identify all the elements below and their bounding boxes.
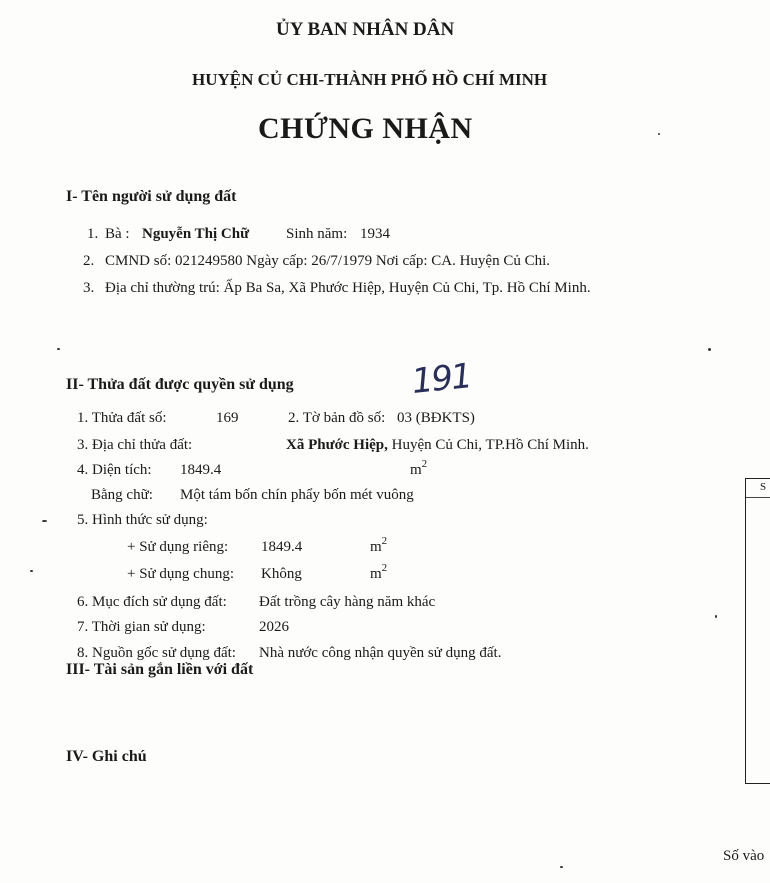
origin-value: Nhà nước công nhận quyền sử dụng đất. [259,645,502,661]
area-label: 4. Diện tích: [77,462,152,478]
words-label: Bằng chữ: [91,487,153,503]
address-label: 3. Địa chỉ thửa đất: [77,437,193,453]
parcel-label: 1. Thửa đất số: [77,410,167,426]
item1-label: Bà : [105,226,130,242]
map-value: 03 (BĐKTS) [397,410,475,426]
term-value: 2026 [259,619,289,635]
origin-label: 8. Nguồn gốc sử dụng đất: [77,645,236,661]
area-value: 1849.4 [180,462,222,478]
item2-text: CMND số: 021249580 Ngày cấp: 26/7/1979 Nơi cấp: CA. Huyện Củ Chi. [105,253,550,269]
unit-m: m [410,462,422,478]
scan-speck [57,348,60,350]
scan-speck [42,520,47,522]
map-label: 2. Tờ bản đồ số: [288,410,386,426]
unit-sup: 2 [421,458,428,470]
committee-title: ỦY BAN NHÂN DÂN [276,19,455,40]
scan-speck [560,866,563,868]
item1-num: 1. [87,226,99,242]
item1-name: Nguyễn Thị Chữ [142,226,250,242]
page-title: CHỨNG NHẬN [258,112,473,145]
private-value: 1849.4 [261,539,303,555]
address-value-bold: Xã Phước Hiệp, [286,437,388,453]
shared-label: + Sử dụng chung: [127,566,235,582]
unit-sup: 2 [381,535,388,547]
section4-heading: IV- Ghi chú [66,748,147,765]
shared-unit [370,562,388,583]
district-title: HUYỆN CỦ CHI-THÀNH PHỐ HỒ CHÍ MINH [192,70,548,89]
address-value [286,437,589,454]
item1-birth-label: Sinh năm: [286,226,348,242]
item2-num: 2. [83,253,95,269]
item3-text: Địa chỉ thường trú: Ấp Ba Sa, Xã Phước Hiệp, Huyện Củ Chi, Tp. Hồ Chí Minh. [105,280,591,296]
purpose-label: 6. Mục đích sử dụng đất: [77,594,227,610]
term-label: 7. Thời gian sử dụng: [77,619,206,635]
section3-heading: III- Tài sản gắn liền với đất [66,661,254,678]
address-value-rest: Huyện Củ Chi, TP.Hồ Chí Minh. [387,437,589,453]
scan-speck [708,348,711,351]
area-unit [410,458,428,479]
unit-sup: 2 [381,562,388,574]
usage-form-label: 5. Hình thức sử dụng: [77,512,208,528]
scan-speck [715,615,717,618]
shared-value: Không [261,566,302,582]
adjacent-box-text: S [760,481,767,493]
adjacent-page-box [745,478,770,784]
unit-m: m [370,566,382,582]
adjacent-box-rule [746,497,770,498]
item1-birth-year: 1934 [360,226,390,242]
private-unit [370,535,388,556]
parcel-value: 169 [216,410,239,426]
words-value: Một tám bốn chín phẩy bốn mét vuông [180,487,414,503]
private-label: + Sử dụng riêng: [127,539,229,555]
section2-heading: II- Thửa đất được quyền sử dụng [66,376,294,393]
unit-m: m [370,539,382,555]
item3-num: 3. [83,280,95,296]
handwritten-number: 191 [409,356,473,402]
scan-speck [30,570,33,572]
scan-speck [658,133,660,135]
section1-heading: I- Tên người sử dụng đất [66,188,237,205]
adjacent-page-text: Số vào [723,848,765,864]
purpose-value: Đất trồng cây hàng năm khác [259,594,436,610]
